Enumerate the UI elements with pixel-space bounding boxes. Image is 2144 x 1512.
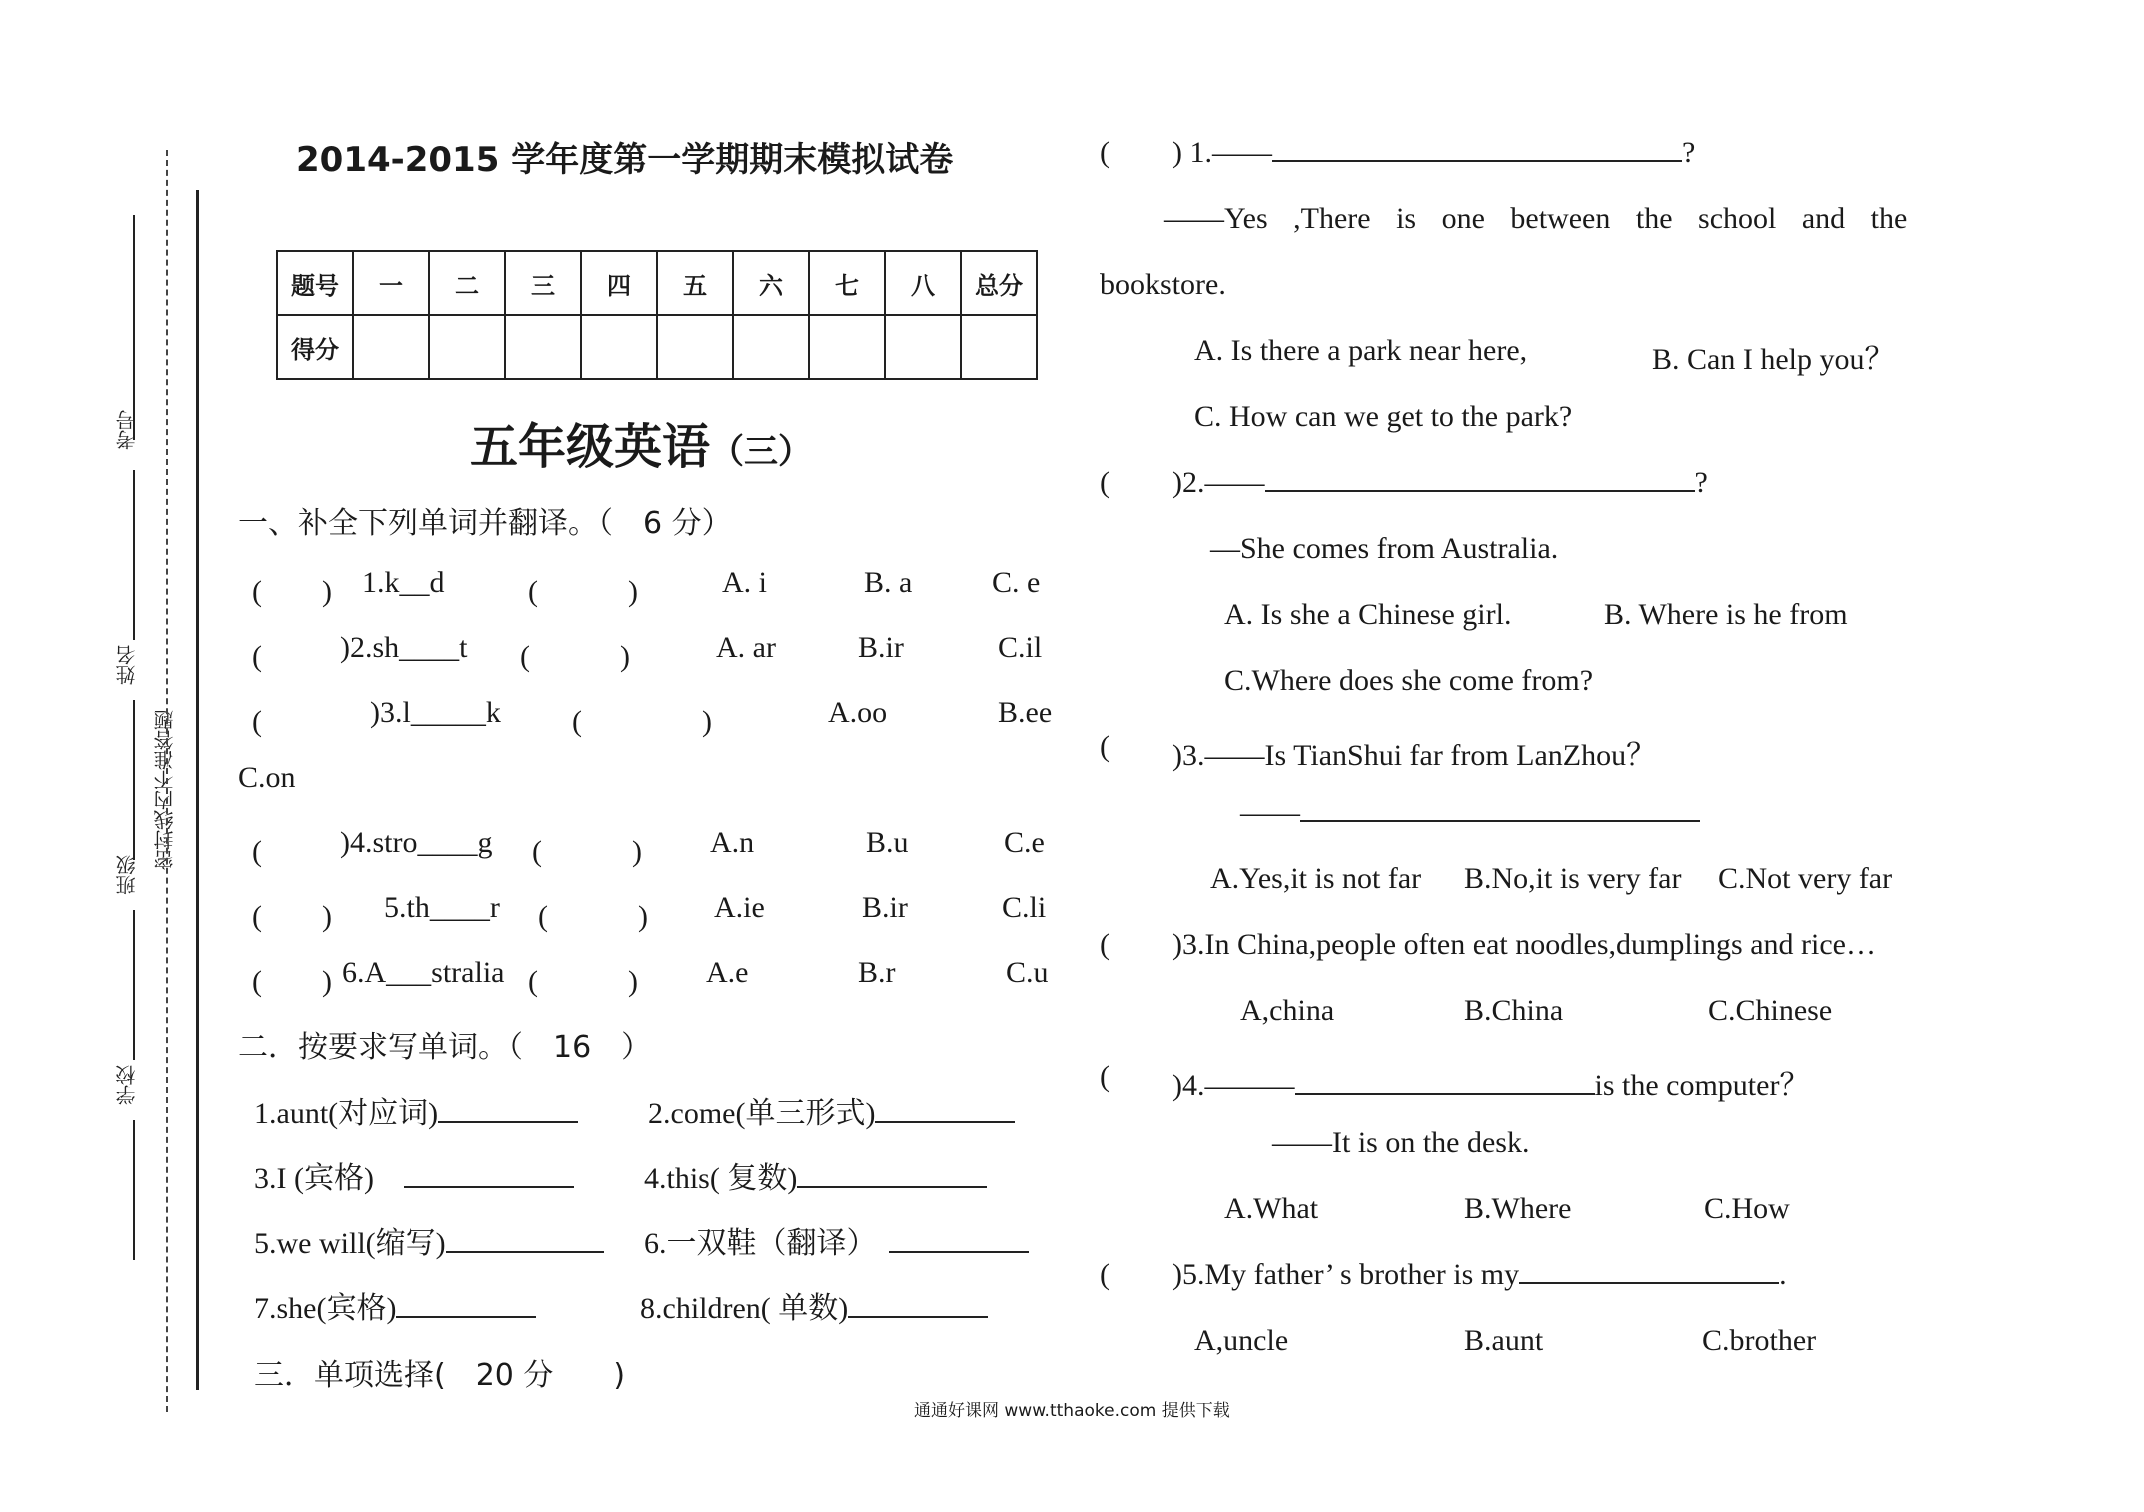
- footer-credit: 通通好课网 www.tthaoke.com 提供下载: [914, 1401, 1230, 1421]
- answer-blank[interactable]: [396, 1292, 536, 1318]
- subtitle-suffix: （三）: [710, 432, 813, 472]
- question-1-end: ?: [1682, 136, 1696, 169]
- score-input[interactable]: [353, 315, 429, 379]
- word-item: [254, 1088, 578, 1132]
- section1-heading: 一、补全下列单词并翻译。（ 6 分）: [238, 506, 732, 541]
- answer-paren[interactable]: (: [1100, 928, 1110, 961]
- score-input[interactable]: [809, 315, 885, 379]
- option-c[interactable]: C.brother: [1702, 1324, 1817, 1357]
- option-c[interactable]: C.li: [1002, 891, 1047, 924]
- list-item-question: 5.th____r: [384, 891, 500, 924]
- section2-heading: 二．按要求写单词。（ 16 ）: [238, 1030, 652, 1065]
- option-a[interactable]: A,uncle: [1194, 1324, 1289, 1357]
- score-input[interactable]: [733, 315, 809, 379]
- option-b[interactable]: B.r: [858, 956, 896, 989]
- score-cell-2: 二: [429, 251, 505, 315]
- list-item-paren[interactable]: (: [252, 835, 322, 868]
- exam-subtitle: [470, 408, 812, 477]
- question-5-end: .: [1779, 1258, 1787, 1291]
- list-item-paren[interactable]: ( ): [252, 900, 332, 933]
- word-item-label: 1.aunt(对应词): [254, 1097, 439, 1130]
- question-3b: )3.In China,people often eat noodles,dumplings and rice…: [1172, 928, 1876, 961]
- word-item-label: 7.she(宾格): [254, 1292, 397, 1325]
- option-b[interactable]: B. Where is he from: [1604, 598, 1848, 631]
- option-a[interactable]: A.ie: [714, 891, 765, 924]
- list-item-question: 6.A___stralia: [342, 956, 505, 989]
- seal-notice: 密封线内不准答题: [153, 710, 177, 870]
- word-item-label: 8.children( 单数): [640, 1292, 849, 1325]
- score-input[interactable]: [429, 315, 505, 379]
- answer-paren[interactable]: (: [1100, 1258, 1110, 1291]
- binding-rule-3: [133, 700, 135, 860]
- exam-title: 2014-2015 学年度第一学期期末模拟试卷: [296, 140, 954, 180]
- score-input[interactable]: [885, 315, 961, 379]
- option-c[interactable]: C.How: [1704, 1192, 1790, 1225]
- school-label: 学校: [115, 1065, 139, 1105]
- option-a[interactable]: A.What: [1224, 1192, 1319, 1225]
- question-4-answer: ——It is on the desk.: [1272, 1126, 1530, 1159]
- option-b[interactable]: B.China: [1464, 994, 1564, 1027]
- score-input[interactable]: [505, 315, 581, 379]
- answer-paren[interactable]: (: [1100, 730, 1110, 763]
- binding-rule-4: [133, 910, 135, 1060]
- score-input[interactable]: [657, 315, 733, 379]
- option-c[interactable]: C. e: [992, 566, 1041, 599]
- score-cell-5: 五: [657, 251, 733, 315]
- question-2-end: ?: [1694, 466, 1708, 499]
- answer-blank[interactable]: [848, 1292, 988, 1318]
- option-c[interactable]: C.u: [1006, 956, 1049, 989]
- subtitle-text: 五年级英语: [470, 419, 711, 475]
- option-c[interactable]: C.e: [1004, 826, 1045, 859]
- answer-blank[interactable]: [1295, 1069, 1595, 1095]
- option-b[interactable]: B.No,it is very far: [1464, 862, 1682, 895]
- option-b[interactable]: B.ir: [858, 631, 904, 664]
- word-item-label: 3.I (宾格): [254, 1162, 374, 1195]
- word-item: [644, 1153, 987, 1197]
- score-input[interactable]: [581, 315, 657, 379]
- answer-blank[interactable]: [446, 1227, 604, 1253]
- question-2-answer: —She comes from Australia.: [1210, 532, 1559, 565]
- option-c[interactable]: C. How can we get to the park?: [1194, 400, 1573, 433]
- binding-rule-2: [133, 470, 135, 640]
- score-cell-4: 四: [581, 251, 657, 315]
- question-5: [1172, 1258, 1787, 1292]
- answer-blank[interactable]: [1300, 796, 1700, 822]
- option-b[interactable]: B.u: [866, 826, 909, 859]
- option-b[interactable]: B.aunt: [1464, 1324, 1544, 1357]
- word-item: [254, 1153, 574, 1197]
- seal-dashed-line: [166, 150, 168, 1412]
- answer-blank[interactable]: [404, 1162, 574, 1188]
- list-item-question: )3.l_____k: [370, 696, 501, 729]
- option-a[interactable]: A. Is she a Chinese girl.: [1224, 598, 1512, 631]
- question-4-end: is the computer？: [1594, 1069, 1810, 1102]
- option-b[interactable]: B. a: [864, 566, 913, 599]
- list-item-translation[interactable]: ( ): [532, 835, 642, 868]
- option-c[interactable]: C.Where does she come from?: [1224, 664, 1594, 697]
- word-item-label: 6.一双鞋（翻译）: [644, 1227, 877, 1260]
- list-item-paren[interactable]: (: [252, 705, 352, 738]
- score-cell-6: 六: [733, 251, 809, 315]
- word-item: [254, 1283, 536, 1327]
- answer-paren[interactable]: (: [1100, 136, 1110, 169]
- list-item-question: 1.k__d: [362, 566, 445, 599]
- option-c[interactable]: C.Not very far: [1718, 862, 1893, 895]
- section3-heading: 三．单项选择( 20 分 ): [254, 1358, 626, 1393]
- option-c[interactable]: C.il: [998, 631, 1043, 664]
- option-b[interactable]: B. Can I help you？: [1652, 343, 1895, 376]
- score-cell-7: 七: [809, 251, 885, 315]
- score-cell-8: 八: [885, 251, 961, 315]
- score-cell-total: 总分: [961, 251, 1037, 315]
- list-item-translation[interactable]: ( ): [528, 965, 638, 998]
- class-label: 班级: [115, 855, 139, 895]
- word-item: [640, 1283, 988, 1327]
- score-cell-1: 一: [353, 251, 429, 315]
- option-a[interactable]: A.oo: [828, 696, 888, 729]
- question-1-answer: ——Yes ,There is one between the school and the: [1164, 202, 1908, 235]
- option-a[interactable]: A. ar: [716, 631, 776, 664]
- list-item-question: )4.stro____g: [340, 826, 493, 859]
- option-b[interactable]: B.Where: [1464, 1192, 1572, 1225]
- answer-blank[interactable]: [889, 1227, 1029, 1253]
- score-cell-label: 题号: [277, 251, 353, 315]
- question-1-answer-cont: bookstore.: [1100, 268, 1226, 301]
- question-3: )3.——Is TianShui far from LanZhou？: [1172, 739, 1657, 772]
- score-table: [276, 250, 1038, 380]
- answer-blank[interactable]: [875, 1097, 1015, 1123]
- option-c[interactable]: C.on: [238, 761, 296, 794]
- word-item: [254, 1218, 604, 1262]
- answer-blank[interactable]: [1519, 1258, 1779, 1284]
- list-item-paren[interactable]: ( ): [252, 575, 332, 608]
- score-row-label: 得分: [277, 315, 353, 379]
- question-5-text: )5.My father’ s brother is my: [1172, 1258, 1520, 1291]
- score-table-header-row: [277, 251, 1037, 315]
- list-item-paren[interactable]: ( ): [252, 965, 332, 998]
- word-item: [644, 1218, 1029, 1262]
- list-item-paren[interactable]: (: [252, 640, 322, 673]
- question-4-text: )4.———: [1172, 1069, 1295, 1102]
- binding-rule-5: [133, 1120, 135, 1260]
- option-a[interactable]: A.e: [706, 956, 749, 989]
- word-item-label: 4.this( 复数): [644, 1162, 798, 1195]
- answer-blank[interactable]: [797, 1162, 987, 1188]
- option-c[interactable]: C.Chinese: [1708, 994, 1833, 1027]
- score-cell-3: 三: [505, 251, 581, 315]
- option-a[interactable]: A,china: [1240, 994, 1335, 1027]
- name-label: 姓名: [115, 645, 139, 685]
- question-4: [1172, 1060, 1809, 1104]
- question-2: [1172, 466, 1708, 500]
- answer-paren[interactable]: (: [1100, 466, 1110, 499]
- question-1-text: ) 1.——: [1172, 136, 1272, 169]
- word-item-label: 2.come(单三形式): [648, 1097, 876, 1130]
- list-item-translation[interactable]: ( ): [572, 705, 712, 738]
- option-a[interactable]: A. i: [722, 566, 767, 599]
- option-a[interactable]: A.Yes,it is not far: [1210, 862, 1422, 895]
- question-2-text: )2.——: [1172, 466, 1265, 499]
- answer-paren[interactable]: (: [1100, 1060, 1110, 1093]
- option-a[interactable]: A.n: [710, 826, 755, 859]
- score-input[interactable]: [961, 315, 1037, 379]
- question-3-dash: ——: [1240, 796, 1300, 829]
- answer-blank[interactable]: [1272, 136, 1682, 162]
- question-3-response: [1240, 796, 1700, 830]
- list-item-translation[interactable]: ( ): [528, 575, 638, 608]
- word-item-label: 5.we will(缩写): [254, 1227, 446, 1260]
- word-item: [648, 1088, 1015, 1132]
- binding-rule-1: [133, 215, 135, 440]
- option-b[interactable]: B.ir: [862, 891, 908, 924]
- option-a[interactable]: A. Is there a park near here,: [1194, 334, 1528, 367]
- question-1: [1172, 136, 1695, 170]
- seal-solid-line: [196, 190, 199, 1390]
- exam-no-label: 考号: [115, 410, 139, 450]
- answer-blank[interactable]: [1265, 466, 1695, 492]
- answer-blank[interactable]: [438, 1097, 578, 1123]
- option-b[interactable]: B.ee: [998, 696, 1053, 729]
- score-table-score-row: [277, 315, 1037, 379]
- list-item-translation[interactable]: ( ): [520, 640, 630, 673]
- list-item-translation[interactable]: ( ): [538, 900, 648, 933]
- list-item-question: )2.sh____t: [340, 631, 468, 664]
